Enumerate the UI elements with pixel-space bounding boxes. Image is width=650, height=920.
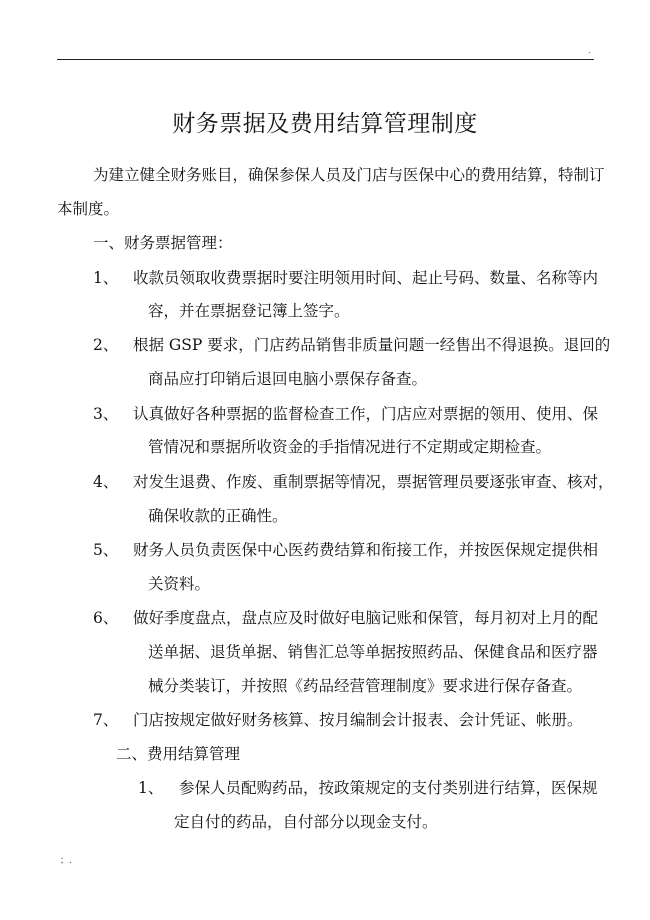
list-item-continuation: 械分类装订，并按照《药品经营管理制度》要求进行保存备查。 <box>148 677 583 695</box>
header-mark: . <box>588 46 591 55</box>
header-rule <box>57 59 594 60</box>
list-item-text: 参保人员配购药品，按政策规定的支付类别进行结算，医保规 <box>178 779 598 797</box>
list-item-text: 门店按规定做好财务核算、按月编制会计报表、会计凭证、帐册。 <box>132 711 583 729</box>
list-item-continuation: 关资料。 <box>148 575 211 593</box>
list-item-text: 对发生退费、作废、重制票据等情况，票据管理员要逐张审查、核对， <box>132 473 614 491</box>
list-item-number: 1、 <box>93 269 119 287</box>
list-item-text: 认真做好各种票据的监督检查工作，门店应对票据的领用、使用、保 <box>132 405 598 423</box>
list-item-text: 根据 GSP 要求，门店药品销售非质量问题一经售出不得退换。退回的 <box>132 336 611 354</box>
list-item <box>93 472 613 492</box>
list-item <box>93 710 582 730</box>
list-item-text: 收款员领取收费票据时要注明领用时间、起止号码、数量、名称等内 <box>132 269 598 287</box>
footer-mark: ；. <box>60 856 72 866</box>
list-item-number: 7、 <box>93 711 119 729</box>
list-item <box>93 608 598 628</box>
document-title: 财务票据及费用结算管理制度 <box>172 111 478 137</box>
section-1-heading: 一、财务票据管理： <box>93 234 233 252</box>
section-2-heading: 二、费用结算管理 <box>116 745 241 763</box>
list-item-number: 1、 <box>138 779 164 797</box>
list-item-number: 2、 <box>93 336 119 354</box>
list-item-continuation: 定自付的药品，自付部分以现金支付。 <box>174 813 438 831</box>
list-item <box>93 540 598 560</box>
intro-line-2: 本制度。 <box>57 200 120 218</box>
list-item-number: 3、 <box>93 405 119 423</box>
list-item-number: 6、 <box>93 609 119 627</box>
list-item-continuation: 商品应打印销后退回电脑小票保存备查。 <box>148 370 428 388</box>
list-item-number: 4、 <box>93 473 119 491</box>
list-item-text: 财务人员负责医保中心医药费结算和衔接工作，并按医保规定提供相 <box>132 541 598 559</box>
list-item-continuation: 管情况和票据所收资金的手指情况进行不定期或定期检查。 <box>148 438 552 456</box>
list-item <box>93 268 598 288</box>
list-item-text: 做好季度盘点，盘点应及时做好电脑记账和保管，每月初对上月的配 <box>132 609 598 627</box>
list-item <box>93 335 610 355</box>
list-item-number: 5、 <box>93 541 119 559</box>
intro-line-1: 为建立健全财务账目，确保参保人员及门店与医保中心的费用结算，特制订 <box>93 166 605 184</box>
list-item <box>93 404 598 424</box>
list-item-continuation: 确保收款的正确性。 <box>148 507 288 525</box>
list-item-continuation: 送单据、退货单据、销售汇总等单据按照药品、保健食品和医疗器 <box>148 643 598 661</box>
list-item-continuation: 容，并在票据登记簿上签字。 <box>148 302 350 320</box>
list-item <box>138 778 597 798</box>
